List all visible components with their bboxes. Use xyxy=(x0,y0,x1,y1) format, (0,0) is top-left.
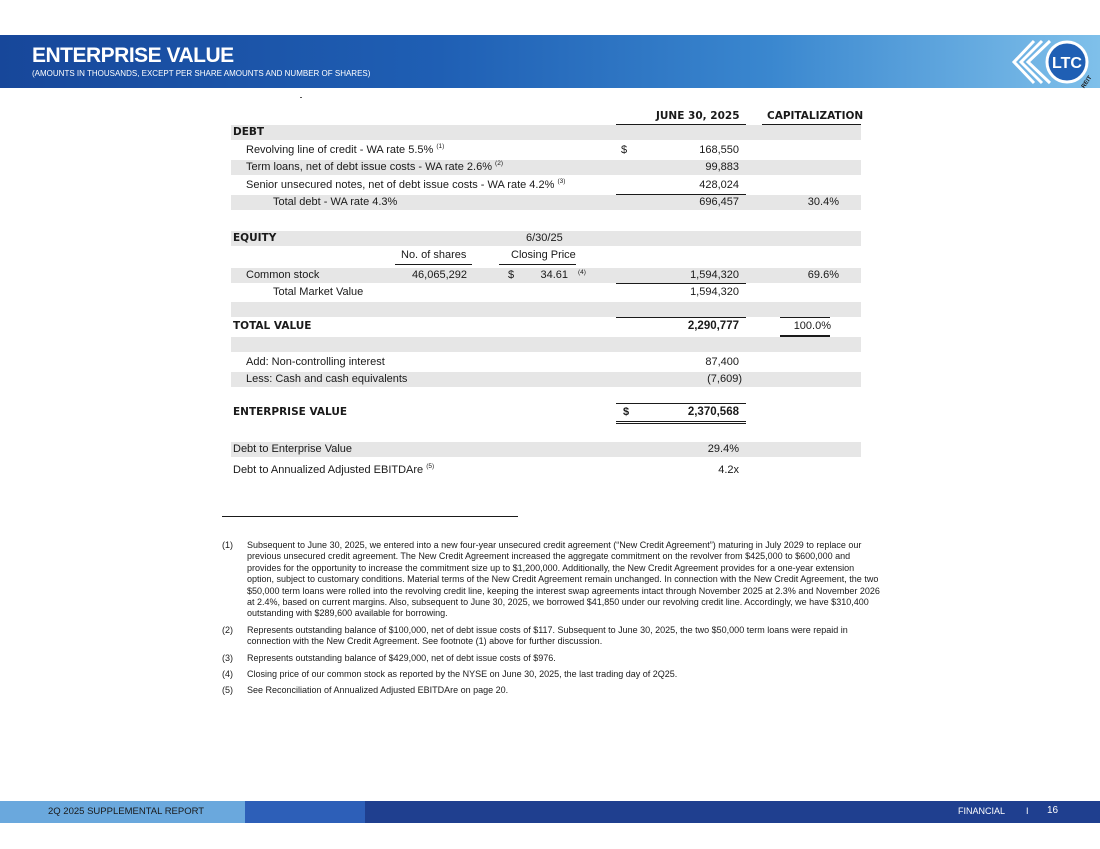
footnote-number: (2) xyxy=(222,624,233,635)
senior-notes-row xyxy=(231,178,861,193)
page-title: ENTERPRISE VALUE xyxy=(32,44,234,67)
total-debt-row xyxy=(231,195,861,210)
total-value-row xyxy=(231,319,861,334)
enterprise-value-label: ENTERPRISE VALUE xyxy=(233,406,348,418)
senior-notes-value: 428,024 xyxy=(699,179,739,191)
total-debt-cap: 30.4% xyxy=(807,196,839,208)
footnote-text: Represents outstanding balance of $100,000, net of debt issue costs of $117. Subsequent to June 30, 2025, the two $50,000 term loans were repaid in connection with the New Credit Agreement. See footnote (1) above for further discussion. xyxy=(247,624,848,647)
equity-date: 6/30/25 xyxy=(526,232,563,244)
footnote-number: (5) xyxy=(222,685,233,696)
debt-ebitda-value: 4.2x xyxy=(718,464,739,476)
total-market-rule xyxy=(616,283,746,284)
equity-heading: EQUITY xyxy=(233,232,277,244)
common-stock-cap: 69.6% xyxy=(807,269,839,281)
total-debt-label: Total debt - WA rate 4.3% xyxy=(273,196,398,208)
total-market-value: 1,594,320 xyxy=(690,286,739,298)
shares-header-rule xyxy=(395,264,472,265)
footnote-item xyxy=(222,653,882,664)
cash-row xyxy=(231,372,861,387)
footnote-number: (4) xyxy=(222,669,233,680)
total-market-label: Total Market Value xyxy=(273,286,364,298)
enterprise-value-currency: $ xyxy=(623,406,630,418)
total-value-label: TOTAL VALUE xyxy=(233,320,312,332)
stray-dot xyxy=(300,97,302,98)
equity-heading-row xyxy=(231,231,861,246)
closing-price-header: Closing Price xyxy=(511,249,576,261)
footnote-item xyxy=(222,625,882,648)
footnote-text: Closing price of our common stock as reported by the NYSE on June 30, 2025, the last trading day of 2Q25. xyxy=(247,669,678,680)
total-value-value: 2,290,777 xyxy=(687,320,739,332)
common-stock-shares: 46,065,292 xyxy=(411,269,467,281)
debt-ev-value: 29.4% xyxy=(707,443,739,455)
debt-ebitda-label: Debt to Annualized Adjusted EBITDAre $^{(5)}$ xyxy=(233,463,435,476)
ev-top-rule xyxy=(616,403,746,404)
nci-label: Add: Non-controlling interest xyxy=(246,356,385,368)
column-header-date: JUNE 30, 2025 xyxy=(656,110,740,122)
term-loans-label: Term loans, net of debt issue costs - WA rate 2.6% $^{(2)}$ xyxy=(246,160,503,173)
price-header-rule xyxy=(499,264,576,265)
senior-notes-label: Senior unsecured notes, net of debt issue costs - WA rate 4.2% $^{(3)}$ xyxy=(246,178,566,191)
footnote-text: See Reconciliation of Annualized Adjusted EBITDAre on page 20. xyxy=(247,685,509,696)
footnote-item xyxy=(222,540,882,620)
term-loans-row xyxy=(231,160,861,175)
footer-report-label: 2Q 2025 SUPPLEMENTAL REPORT xyxy=(48,806,205,817)
debt-heading: DEBT xyxy=(233,126,265,138)
footnote-text: Represents outstanding balance of $429,000, net of debt issue costs of $976. xyxy=(247,652,556,663)
ev-double-rule-1 xyxy=(616,421,746,422)
revolver-value: 168,550 xyxy=(699,144,739,156)
footer-mid-block xyxy=(245,801,365,823)
nci-value: 87,400 xyxy=(705,356,739,368)
common-stock-row xyxy=(231,268,861,283)
ev-double-rule-2 xyxy=(616,423,746,424)
debt-ev-row xyxy=(231,442,861,457)
revolver-label: Revolving line of credit - WA rate 5.5% $^{(1)}$ xyxy=(246,143,445,156)
total-debt-value: 696,457 xyxy=(699,196,739,208)
logo-text: LTC xyxy=(1052,55,1082,72)
footnotes xyxy=(222,540,882,702)
footnote-item xyxy=(222,685,882,696)
total-value-top-rule xyxy=(616,317,746,318)
cash-label: Less: Cash and cash equivalents xyxy=(246,373,408,385)
enterprise-value-value: 2,370,568 xyxy=(687,406,739,418)
common-stock-price-footnote: (4) xyxy=(578,269,586,276)
revolver-currency: $ xyxy=(621,144,628,156)
ltc-reit-logo xyxy=(996,33,1096,91)
spacer-row-2 xyxy=(231,337,861,352)
footer-section-label: FINANCIAL xyxy=(958,806,1006,816)
total-value-cap: 100.0% xyxy=(793,320,831,332)
term-loans-value: 99,883 xyxy=(705,161,739,173)
nci-row xyxy=(231,355,861,370)
debt-ebitda-row xyxy=(231,463,861,478)
footnote-text: Subsequent to June 30, 2025, we entered into a new four-year unsecured credit agreement (“New Credit Agreement”) maturing in July 2029 to replace our previous unsecured credit agreement. The New Credit Agreement increased the aggregate commitment on the revolver from $425,000 to $600,000 and provides for the opportunity to increase the commitment size up to $1,200,000. Additionally, the New Credit Agreement provides for a one-year extension option, subject to customary conditions. Material terms of the New Credit Agreement remain unchanged. In connection with the New Credit Agreement, the two $50,000 term loans were rolled into the revolving credit line, keeping the interest swap agreements intact through November 2025 at 2.3% and November 2026 at 2.4%, based on current margins. Also, subsequent to June 30, 2025, we borrowed $41,850 under our revolving credit line. Accordingly, we have $310,400 outstanding with $289,600 available for borrowing. xyxy=(247,540,880,619)
shares-header: No. of shares xyxy=(401,249,467,261)
total-market-row xyxy=(231,285,861,300)
column-header-capitalization: CAPITALIZATION xyxy=(767,110,864,122)
footer-separator: I xyxy=(1026,806,1029,816)
footnote-item xyxy=(222,669,882,680)
revolver-row xyxy=(231,143,861,158)
page-subtitle: (AMOUNTS IN THOUSANDS, EXCEPT PER SHARE AMOUNTS AND NUMBER OF SHARES) xyxy=(32,69,371,78)
total-value-cap-top-rule xyxy=(780,317,830,318)
debt-heading-row xyxy=(231,125,861,140)
common-stock-price-currency: $ xyxy=(508,269,515,281)
enterprise-value-row xyxy=(231,405,861,420)
page-number: 16 xyxy=(1047,805,1059,816)
footnote-number: (1) xyxy=(222,540,233,550)
common-stock-value: 1,594,320 xyxy=(690,269,739,281)
logo-sub-text: REIT xyxy=(1080,75,1094,90)
footnote-number: (3) xyxy=(222,652,233,663)
cash-value: (7,609) xyxy=(707,373,742,385)
common-stock-price: 34.61 xyxy=(540,269,568,281)
equity-subheader-row xyxy=(231,248,861,263)
common-stock-label: Common stock xyxy=(246,269,320,281)
footnote-separator xyxy=(222,516,518,517)
debt-ev-label: Debt to Enterprise Value xyxy=(233,443,353,455)
spacer-row xyxy=(231,302,861,317)
